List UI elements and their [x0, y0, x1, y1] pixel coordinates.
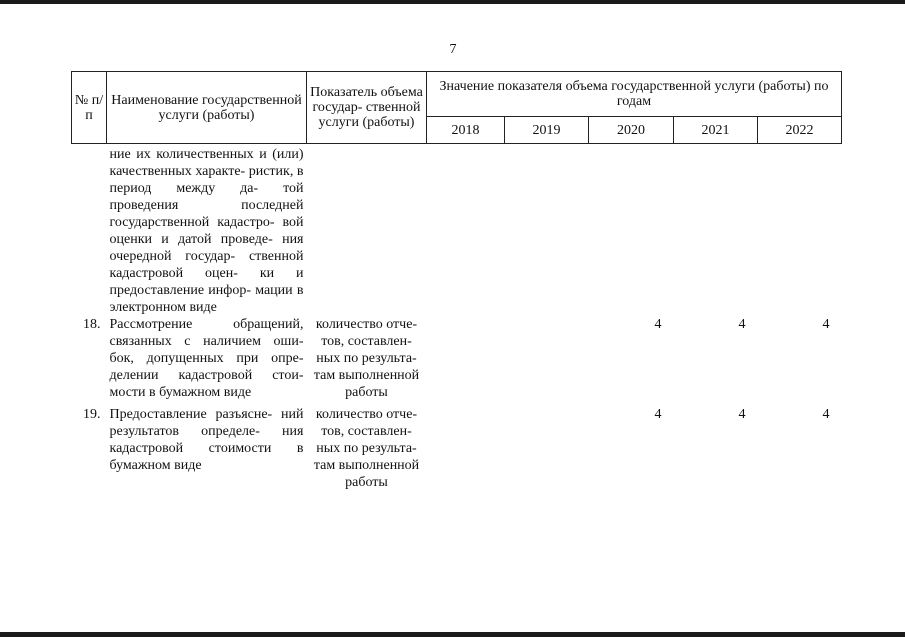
- page-bottom-border: [0, 632, 905, 637]
- value-2022: 4: [822, 407, 830, 422]
- header-year: 2021: [674, 117, 758, 144]
- value-2022: 4: [822, 317, 830, 332]
- page-top-border: [0, 0, 905, 4]
- value-2018: [427, 316, 505, 406]
- indicator-text: количество отче- тов, составлен- ных по результа- там выполненной работы: [313, 407, 420, 490]
- table-row: [72, 316, 842, 406]
- page-number: 7: [449, 42, 457, 57]
- header-values-by-year: Значение показателя объема государственной услуги (работы) по годам: [427, 72, 842, 117]
- value-2018: [427, 406, 505, 494]
- value-2021: 4: [738, 407, 746, 422]
- header-year: 2018: [427, 117, 505, 144]
- header-year: 2019: [505, 117, 589, 144]
- header-year: 2020: [589, 117, 674, 144]
- value-2019: [505, 316, 589, 406]
- row-number: 18.: [83, 317, 101, 332]
- value-2020: 4: [654, 317, 662, 332]
- service-name: Предоставление разъясне- ний результатов определе- ния кадастровой стоимости в бумажном виде: [109, 407, 304, 473]
- continuation-text: ние их количественных и (или) качественных характе- ристик, в период между да- той проведения последней государственной кадастро- вой оценки и датой проведе- ния очередной государ- ственной кадастровой оцен- ки и предоставление инфор- мации в электронном виде: [109, 147, 304, 315]
- service-name: Рассмотрение обращений, связанных с наличием оши- бок, допущенных при опре- делении кадастровой стои- мости в бумажном виде: [109, 317, 304, 400]
- table-row: [72, 406, 842, 494]
- header-year: 2022: [758, 117, 842, 144]
- header-indicator: Показатель объема государ- ственной услуги (работы): [307, 72, 427, 144]
- table-row-continuation: [72, 144, 842, 317]
- value-2021: 4: [738, 317, 746, 332]
- header-number: № п/п: [72, 72, 107, 144]
- row-number: 19.: [83, 407, 101, 422]
- indicator-text: количество отче- тов, составлен- ных по результа- там выполненной работы: [313, 317, 420, 400]
- value-2019: [505, 406, 589, 494]
- value-2020: 4: [654, 407, 662, 422]
- header-service-name: Наименование государственной услуги (работы): [107, 72, 307, 144]
- services-table: [71, 71, 842, 494]
